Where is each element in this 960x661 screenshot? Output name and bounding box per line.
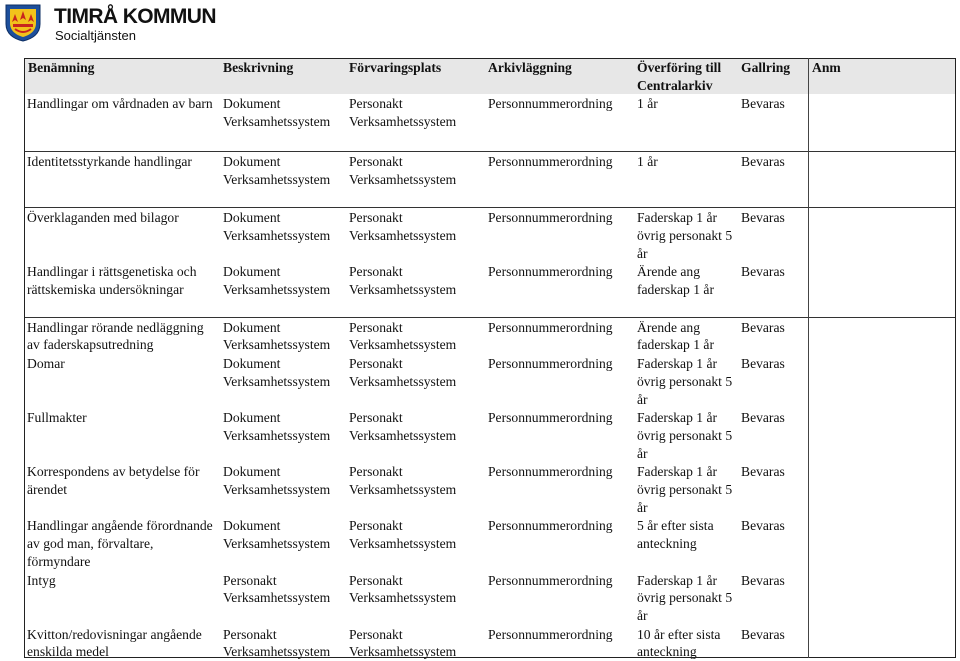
col-header-arkivlaggning: Arkivläggning [484,58,633,94]
cell-forvaringsplats: Personakt Verksamhetssystem [349,464,457,498]
table-row [24,354,956,408]
table-row [24,516,956,570]
cell-benamning: Handlingar om vårdnaden av barn [27,96,213,112]
cell-forvaringsplats: Personakt Verksamhetssystem [349,264,457,298]
cell-beskrivning: Dokument Verksamhetssystem [223,518,331,552]
cell-anm [808,317,956,354]
cell-arkivlaggning: Personnummerordning [488,264,613,280]
cell-overforing: Faderskap 1 år övrig personakt 5 år [637,572,733,623]
cell-beskrivning: Dokument Verksamhetssystem [223,356,331,389]
group-spacer [24,131,956,152]
cell-anm [808,151,956,188]
cell-gallring: Bevaras [741,572,785,588]
table-row [24,262,956,298]
table-row [24,317,956,354]
cell-benamning: Handlingar i rättsgenetiska och rättskemiska undersökningar [27,264,197,298]
table-body [24,94,956,661]
cell-overforing: 10 år efter sista anteckning [637,626,721,660]
cell-arkivlaggning: Personnummerordning [484,317,633,354]
cell-gallring: Bevaras [741,518,785,534]
cell-anm [808,262,956,298]
cell-arkivlaggning: Personnummerordning [488,464,613,480]
cell-anm [808,408,956,462]
cell-overforing: 5 år efter sista anteckning [637,518,714,552]
cell-benamning: Domar [27,356,65,372]
cell-forvaringsplats: Personakt Verksamhetssystem [349,626,457,660]
cell-gallring: Bevaras [741,356,785,372]
table-row [24,571,956,625]
cell-benamning: Kvitton/redovisningar angående enskilda medel [27,626,202,660]
cell-forvaringsplats: Personakt Verksamhetssystem [349,410,457,443]
cell-beskrivning: Dokument Verksamhetssystem [223,410,331,443]
cell-benamning: Intyg [27,572,56,588]
cell-gallring: Bevaras [741,264,785,280]
cell-benamning: Överklaganden med bilagor [24,208,219,263]
table-row [24,151,956,188]
cell-benamning: Handlingar rörande nedläggning av faderskapsutredning [24,317,219,354]
cell-arkivlaggning: Personnummerordning [488,626,613,642]
col-header-benamning: Benämning [24,58,219,94]
cell-beskrivning: Personakt Verksamhetssystem [223,572,331,606]
cell-anm [808,625,956,661]
group-spacer-cell [24,188,956,208]
cell-gallring: Bevaras [737,317,808,354]
department-name: Socialtjänsten [55,28,136,43]
cell-arkivlaggning: Personnummerordning [488,518,613,534]
table-row [24,208,956,263]
cell-beskrivning: Dokument Verksamhetssystem [223,464,331,498]
cell-overforing: Faderskap 1 år övrig personakt 5 år [637,410,733,461]
cell-beskrivning: Dokument Verksamhetssystem [219,151,345,188]
cell-forvaringsplats: Personakt Verksamhetssystem [349,518,457,552]
table-header-row [24,58,956,94]
cell-overforing: Faderskap 1 år övrig personakt 5 år [637,356,733,407]
timra-coat-of-arms-icon [3,2,43,42]
cell-forvaringsplats: Personakt Verksamhetssystem [349,96,457,130]
cell-beskrivning: Dokument Verksamhetssystem [219,317,345,354]
cell-arkivlaggning: Personnummerordning [488,410,613,426]
cell-arkivlaggning: Personnummerordning [488,572,613,588]
cell-gallring: Bevaras [741,96,785,112]
group-spacer [24,188,956,208]
cell-gallring: Bevaras [741,626,785,642]
cell-overforing: 1 år [637,96,658,112]
cell-benamning: Handlingar angående förordnande av god man, förvaltare, förmyndare [27,518,213,569]
cell-anm [808,354,956,408]
table-row [24,408,956,462]
cell-overforing: 1 år [633,151,737,188]
cell-benamning: Fullmakter [27,410,87,426]
cell-anm [808,516,956,570]
table-row [24,625,956,661]
group-spacer [24,299,956,318]
cell-arkivlaggning: Personnummerordning [488,96,613,112]
cell-overforing: Faderskap 1 år övrig personakt 5 år [633,208,737,263]
cell-anm [808,462,956,516]
table-row [24,462,956,516]
cell-anm [808,571,956,625]
group-spacer-cell [24,299,956,318]
cell-beskrivning: Dokument Verksamhetssystem [223,264,331,298]
cell-arkivlaggning: Personnummerordning [484,151,633,188]
cell-forvaringsplats: Personakt Verksamhetssystem [349,572,457,606]
cell-overforing: Ärende ang faderskap 1 år [633,317,737,354]
cell-gallring: Bevaras [737,208,808,263]
cell-benamning: Identitetsstyrkande handlingar [24,151,219,188]
cell-anm [808,208,956,263]
cell-gallring: Bevaras [741,464,785,480]
cell-arkivlaggning: Personnummerordning [484,208,633,263]
cell-beskrivning: Personakt Verksamhetssystem [223,626,331,660]
cell-arkivlaggning: Personnummerordning [488,356,613,372]
table-row [24,94,956,130]
cell-forvaringsplats: Personakt Verksamhetssystem [345,317,484,354]
col-header-overforing: Överföring till Centralarkiv [633,58,737,94]
col-header-forvaringsplats: Förvaringsplats [345,58,484,94]
cell-gallring: Bevaras [737,151,808,188]
group-spacer-cell [24,131,956,152]
cell-forvaringsplats: Personakt Verksamhetssystem [349,356,457,389]
org-name: TIMRÅ KOMMUN [54,5,216,28]
cell-beskrivning: Dokument Verksamhetssystem [223,96,331,130]
column-divider [808,58,809,658]
cell-anm [808,94,956,130]
cell-gallring: Bevaras [741,410,785,426]
cell-forvaringsplats: Personakt Verksamhetssystem [345,151,484,188]
cell-overforing: Ärende ang faderskap 1 år [637,264,714,298]
cell-beskrivning: Dokument Verksamhetssystem [219,208,345,263]
col-header-gallring: Gallring [737,58,808,94]
col-header-anm: Anm [808,58,956,94]
col-header-beskrivning: Beskrivning [219,58,345,94]
archive-plan-table [24,58,956,661]
cell-benamning: Korrespondens av betydelse för ärendet [27,464,200,498]
cell-overforing: Faderskap 1 år övrig personakt 5 år [637,464,733,515]
cell-forvaringsplats: Personakt Verksamhetssystem [345,208,484,263]
